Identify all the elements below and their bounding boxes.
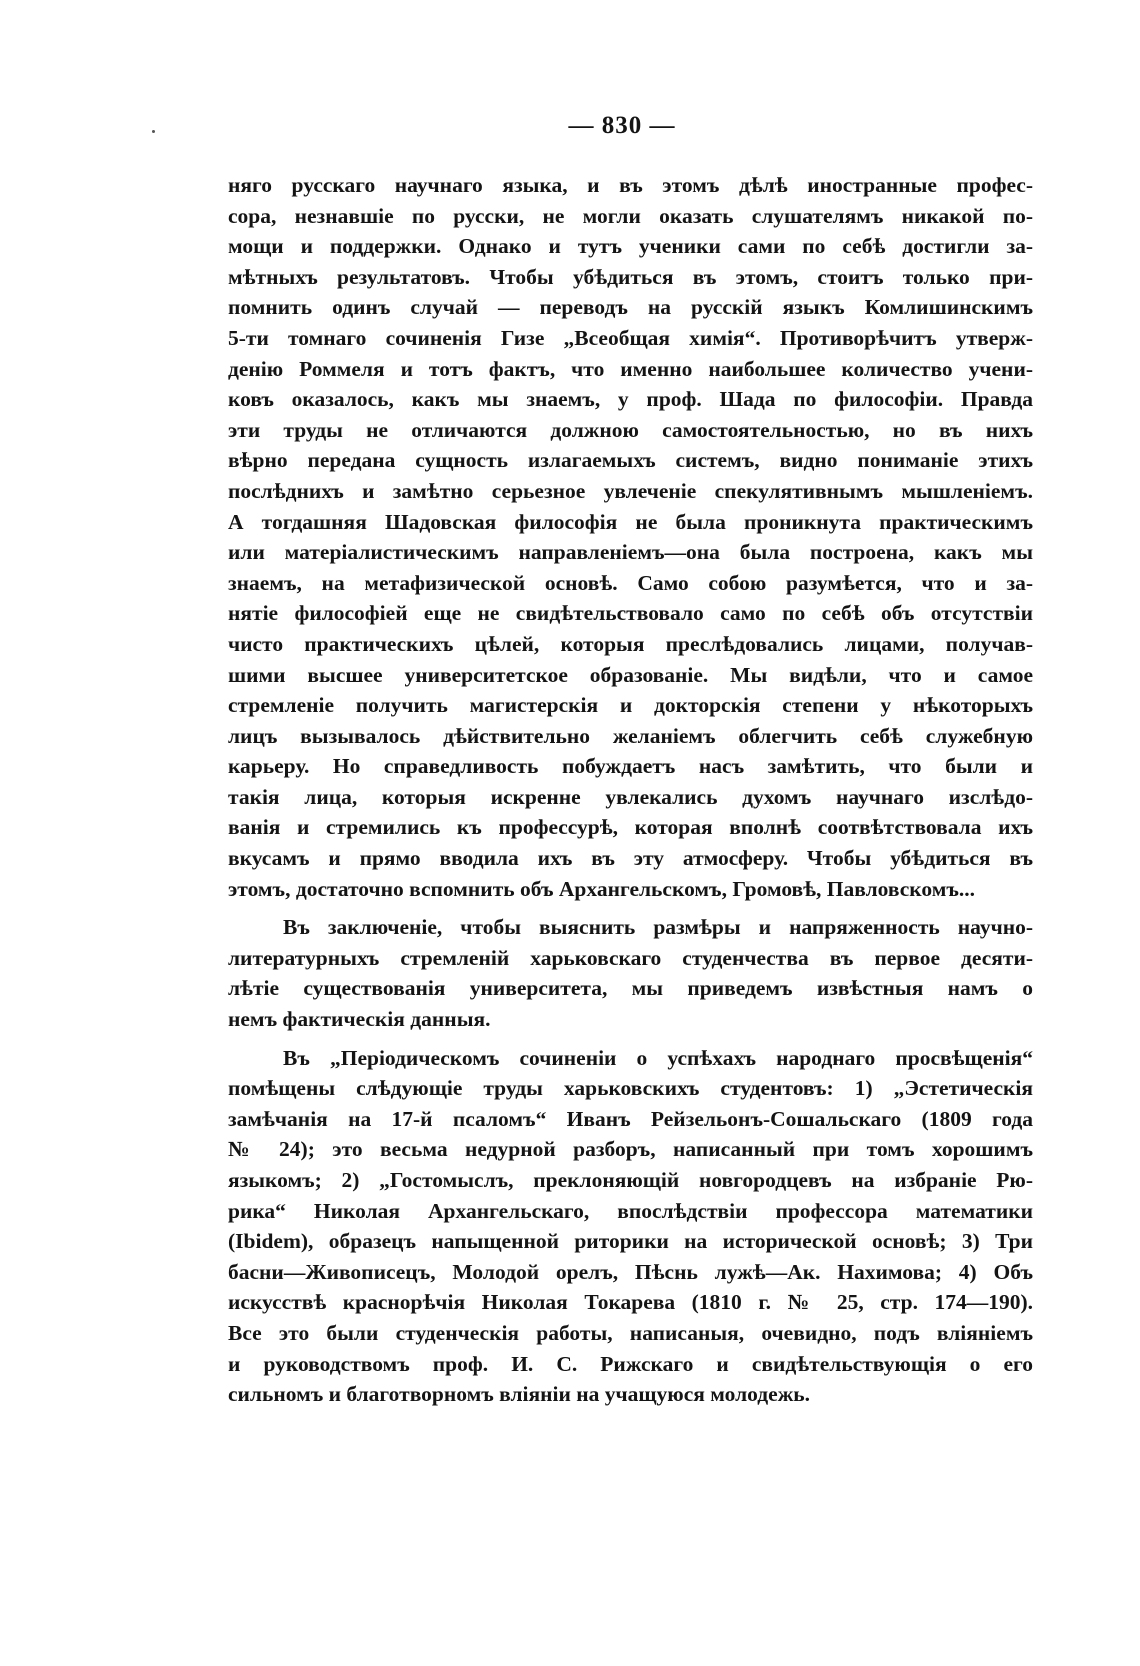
text-line: помнить одинъ случай — переводъ на русскій языкъ Комлишинскимъ <box>228 295 1033 320</box>
text-line: Въ „Періодическомъ сочиненіи о успѣхахъ народнаго просвѣщенія“ <box>283 1045 1033 1070</box>
text-line: и руководствомъ проф. И. С. Рижскаго и свидѣтельствующія о его <box>228 1351 1033 1376</box>
text-line: знаемъ, на метафизической основѣ. Само собою разумѣется, что и за- <box>228 570 1033 595</box>
page-number: — 830 — <box>568 112 676 139</box>
scan-speck <box>152 130 155 133</box>
paragraph-1 <box>228 170 1033 904</box>
text-line: послѣднихъ и замѣтно серьезное увлеченіе спекулятивнымъ мышленіемъ. <box>228 478 1033 503</box>
text-line: денію Роммеля и тотъ фактъ, что именно наибольшее количество учени- <box>228 356 1033 381</box>
text-line: Въ заключеніе, чтобы выяснить размѣры и напряженность научно- <box>283 915 1033 940</box>
text-line: замѣчанія на 17-й псаломъ“ Иванъ Рейзельонъ-Сошальскаго (1809 года <box>228 1106 1033 1131</box>
text-line: лѣтіе существованія университета, мы приведемъ извѣстныя намъ о <box>228 976 1033 1001</box>
text-line: нятіе философіей еще не свидѣтельствовало само по себѣ объ отсутствіи <box>228 601 1033 626</box>
text-line: мѣтныхъ результатовъ. Чтобы убѣдиться въ этомъ, стоитъ только при- <box>228 264 1033 289</box>
text-line: шими высшее университетское образованіе. Мы видѣли, что и самое <box>228 662 1033 687</box>
text-line: карьеру. Но справедливость побуждаетъ насъ замѣтить, что были и <box>228 754 1033 779</box>
text-line: басни—Живописецъ, Молодой орелъ, Пѣснь лужѣ—Ак. Нахимова; 4) Объ <box>228 1259 1033 1284</box>
text-line: литературныхъ стремленій харьковскаго студенчества въ первое десяти- <box>228 945 1033 970</box>
paragraph-2 <box>228 912 1033 1034</box>
text-line: языкомъ; 2) „Гостомыслъ, преклоняющій новгородцевъ на избраніе Рю- <box>228 1168 1033 1192</box>
text-line: № 24); это весьма недурной разборъ, написанный при томъ хорошимъ <box>228 1137 1033 1162</box>
text-line: помѣщены слѣдующіе труды харьковскихъ студентовъ: 1) „Эстетическія <box>228 1076 1033 1101</box>
text-line: сора, незнавшіе по русски, не могли оказать слушателямъ никакой по- <box>228 203 1033 228</box>
text-line: такія лица, которыя искренне увлекались духомъ научнаго изслѣдо- <box>228 784 1033 809</box>
text-line: рика“ Николая Архангельскаго, впослѣдствіи профессора математики <box>228 1198 1033 1223</box>
text-line: вѣрно передана сущность излагаемыхъ системъ, видно пониманіе этихъ <box>228 448 1033 473</box>
text-line: ванія и стремились къ профессурѣ, которая вполнѣ соотвѣтствовала ихъ <box>228 815 1033 840</box>
text-line: лицъ вызывалось дѣйствительно желаніемъ облегчить себѣ служебную <box>228 723 1033 748</box>
body-text <box>228 170 1033 1410</box>
paragraph-3 <box>228 1043 1033 1410</box>
text-line: чисто практическихъ цѣлей, которыя преслѣдовались лицами, получав- <box>228 631 1033 656</box>
text-line: вкусамъ и прямо вводила ихъ въ эту атмосферу. Чтобы убѣдиться въ <box>228 846 1033 871</box>
text-line: этомъ, достаточно вспомнить объ Архангельскомъ, Громовѣ, Павловскомъ... <box>228 876 976 901</box>
text-line: или матеріалистическимъ направленіемъ—она была построена, какъ мы <box>228 540 1033 565</box>
text-line: сильномъ и благотворномъ вліяніи на учащуюся молодежь. <box>228 1382 811 1407</box>
text-line: ковъ оказалось, какъ мы знаемъ, у проф. Шада по философіи. Правда <box>228 387 1033 412</box>
text-line: искусствѣ краснорѣчія Николая Токарева (1810 г. № 25, стр. 174—190). <box>228 1290 1033 1315</box>
text-line: Все это были студенческія работы, написаныя, очевидно, подъ вліяніемъ <box>228 1320 1033 1345</box>
text-line: стремленіе получить магистерскія и докторскія степени у нѣкоторыхъ <box>228 693 1033 718</box>
text-line: няго русскаго научнаго языка, и въ этомъ дѣлѣ иностранные профес- <box>228 173 1033 197</box>
text-line: 5-ти томнаго сочиненія Гизе „Всеобщая химія“. Противорѣчитъ утверж- <box>228 325 1033 350</box>
text-line: А тогдашняя Шадовская философія не была проникнута практическимъ <box>228 509 1033 534</box>
text-line: немъ фактическія данныя. <box>228 1007 491 1032</box>
text-line: мощи и поддержки. Однако и тутъ ученики сами по себѣ достигли за- <box>228 234 1033 259</box>
text-line: эти труды не отличаются должною самостоятельностью, но въ нихъ <box>228 417 1033 442</box>
text-line: (Ibidem), образецъ напыщенной риторики на исторической основѣ; 3) Три <box>228 1229 1033 1254</box>
